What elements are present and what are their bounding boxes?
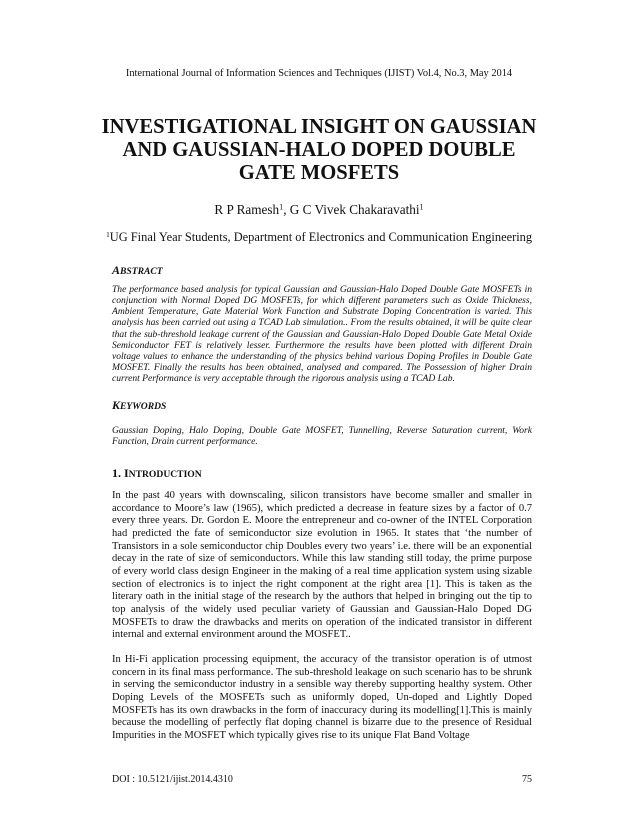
author-separator: , xyxy=(283,202,290,217)
body-paragraph: In the past 40 years with downscaling, silicon transistors have become smaller and smaller in accordance to Moore’s law (1965), which predicted a decrease in feature sizes by a factor of 0.7 every three years. Dr. Gordon E. Moore the entrepreneur and co-owner of the INTEL Corporation had predicted the fate of semiconductor size evolution in 1965. It states that ‘the number of Transistors in a sole semiconductor chip Doubles every two years’ i.e. there will be an exponential decay in the rate of size of semiconductors. While this law standing still today, the prime purpose of every world class design Engineer in the making of a real time application system using sizable section of electronics is to inject the right component at the right area [1]. This is taken as the literary oath in the initial stage of the research by the authors that helped in bringing out the tip to top analysis of the widely used peculiar variety of Gaussian and Gaussian-Halo Doped DG MOSFETs to draw the drawbacks and merits on operation of the indicated transistor in different internal and external environment around the MOSFET.. xyxy=(112,490,532,641)
author-name: G C Vivek Chakaravathi xyxy=(289,202,420,217)
abstract-heading: ABSTRACT xyxy=(112,263,163,277)
abstract-text: The performance based analysis for typical Gaussian and Gaussian-Halo Doped Double Gate MOSFETs in conjunction with Normal Doped DG MOSFETs, for which different parameters such as Oxide Thickness, Ambient Temperature, Gate Material Work Function and Substrate Doping Concentration is varied. This analysis has been carried out using a TCAD Lab simulation.. From the results obtained, it will be quite clear that the sub-threshold leakage current of the Gaussian and Gaussian-Halo Doped Double Gate Metal Oxide Semiconductor FET is relatively lesser. Furthermore the results have been plotted with different Drain voltage values to enhance the understanding of the physics behind various Doping Profiles in Double Gate MOSFET. Finally the results has been obtained, analysed and compared. The Possession of higher Drain current Performance is very acceptable through the rigorous analysis using a TCAD Lab. xyxy=(112,284,532,385)
footer-doi: DOI : 10.5121/ijist.2014.4310 xyxy=(112,774,233,785)
keywords-text: Gaussian Doping, Halo Doping, Double Gate MOSFET, Tunnelling, Reverse Saturation current, Work Function, Drain current performance. xyxy=(112,425,532,448)
body-paragraph: In Hi-Fi application processing equipment, the accuracy of the transistor operation is of utmost concern in its final mass performance. The sub-threshold leakage on such scenario has to be shrunk in serving the semiconductor industry in a sensible way thereby supporting healthy system. Other Doping Levels of the MOSFETs such as uniformly doped, Un-doped and Lightly Doped MOSFETs has its own drawbacks in the form of inaccuracy during its modelling[1].This is mainly because the modelling of perfectly flat doping channel is bizarre due to the presence of Residual Impurities in the MOSFET which typically gives rise to its unique Flat Band Voltage xyxy=(112,654,532,741)
introduction-heading: 1. INTRODUCTION xyxy=(112,466,202,480)
affiliation-marker: 1 xyxy=(419,202,424,212)
author-affiliation xyxy=(0,230,638,244)
journal-running-header: International Journal of Information Sciences and Techniques (IJIST) Vol.4, No.3, May 2014 xyxy=(125,68,513,79)
affiliation-marker: 1 xyxy=(279,202,284,212)
paper-title: INVESTIGATIONAL INSIGHT ON GAUSSIAN AND GAUSSIAN-HALO DOPED DOUBLE GATE MOSFETS xyxy=(101,116,537,185)
affiliation-marker: 1 xyxy=(105,229,110,239)
affiliation-text: UG Final Year Students, Department of Electronics and Communication Engineering xyxy=(109,230,533,244)
author-line xyxy=(0,202,638,217)
page-number: 75 xyxy=(522,774,532,785)
keywords-heading: KEYWORDS xyxy=(112,398,167,412)
author-name: R P Ramesh xyxy=(214,202,280,217)
